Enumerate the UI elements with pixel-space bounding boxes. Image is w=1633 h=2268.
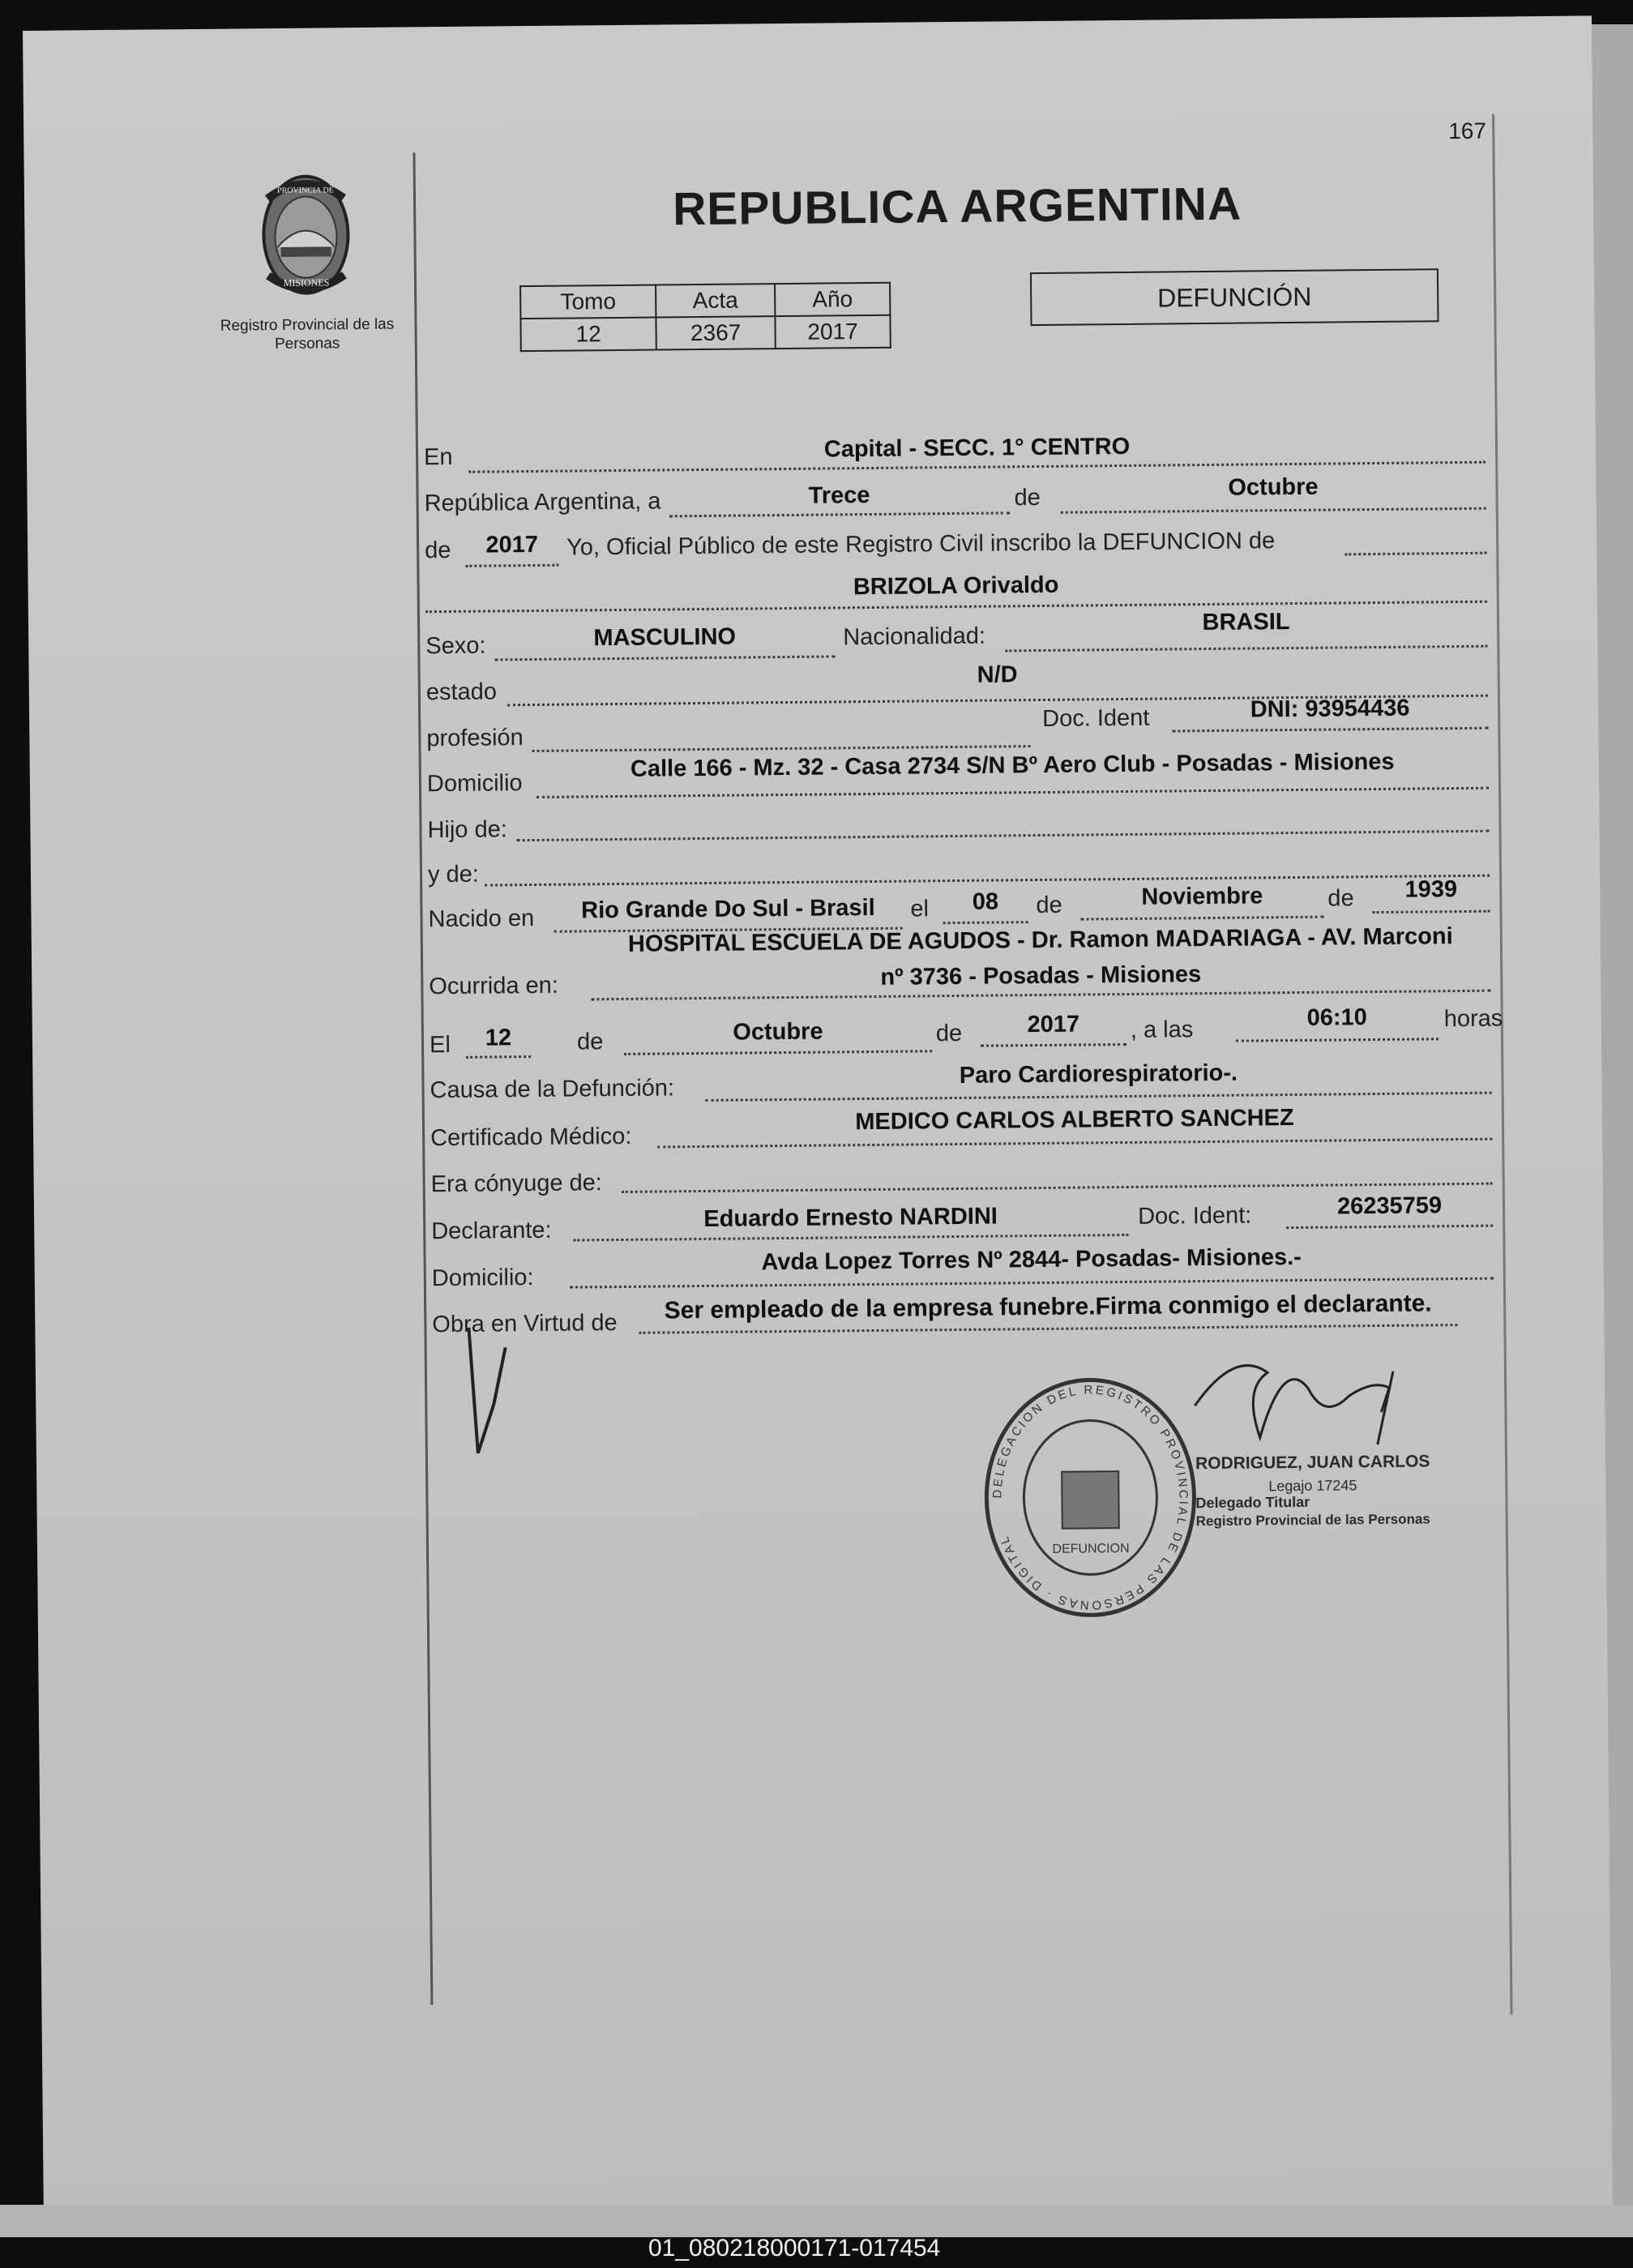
field-nac-anio: 1939 (1404, 876, 1458, 903)
label-el: el (910, 896, 930, 922)
field-nacido-en: Rio Grande Do Sul - Brasil (581, 894, 875, 924)
label-certificado: Certificado Médico: (430, 1123, 632, 1152)
field-def-anio: 2017 (1027, 1011, 1080, 1038)
field-nac-mes: Noviembre (1141, 883, 1263, 910)
label-domicilio-2: Domicilio: (431, 1265, 534, 1292)
field-lugar: Capital - SECC. 1° CENTRO (823, 433, 1131, 463)
scan-bottom-strip (0, 2205, 1633, 2237)
label-de: de (576, 1029, 604, 1055)
dotted-line (1236, 1038, 1438, 1042)
tomo-value: 12 (520, 318, 656, 352)
act-type-box: DEFUNCIÓN (1030, 268, 1439, 326)
scan-file-id: 01_080218000171-017454 (648, 2235, 941, 2262)
emblem-top-text: PROVINCIA DE (276, 186, 334, 195)
dotted-line (536, 787, 1489, 798)
dotted-line (1344, 552, 1486, 556)
provincial-emblem-icon (251, 165, 362, 304)
field-declarante-dom: Avda Lopez Torres Nº 2844- Posadas- Misiones.- (761, 1243, 1302, 1276)
label-de-start: de (425, 537, 451, 564)
dotted-line (1373, 910, 1490, 914)
registry-name: Registro Provincial de las Personas (220, 315, 395, 353)
field-dia: Trece (808, 481, 870, 509)
signatory-role: Delegado Titular (1195, 1493, 1310, 1512)
label-nacionalidad: Nacionalidad: (843, 623, 986, 651)
label-el-cap: El (429, 1031, 451, 1059)
field-certificado: MEDICO CARLOS ALBERTO SANCHEZ (855, 1105, 1294, 1136)
label-ocurrida: Ocurrida en: (429, 972, 559, 1000)
field-domicilio: Calle 166 - Mz. 32 - Casa 2734 S/N Bº Aero Club - Posadas - Misiones (630, 748, 1395, 782)
signatory-legajo: Legajo 17245 (1268, 1477, 1357, 1495)
label-causa: Causa de la Defunción: (430, 1075, 675, 1104)
field-nacionalidad: BRASIL (1202, 609, 1290, 636)
label-obra: Obra en Virtud de (432, 1310, 618, 1338)
dotted-line (639, 1324, 1457, 1334)
dotted-line (706, 1092, 1492, 1102)
label-yo: Yo, Oficial Público de este Registro Civil inscribo la DEFUNCION de (566, 528, 1276, 561)
dotted-line (1081, 916, 1324, 921)
dotted-line (981, 1043, 1126, 1047)
field-anio: 2017 (485, 531, 539, 558)
field-nombre: BRIZOLA Orivaldo (853, 571, 1059, 601)
dotted-line (573, 1234, 1128, 1242)
acta-header: Acta (656, 284, 775, 317)
label-de: de (1036, 892, 1062, 919)
dotted-line (1061, 507, 1486, 514)
acta-value: 2367 (656, 316, 775, 349)
label-doc-ident: Doc. Ident (1042, 704, 1150, 732)
tomo-header: Tomo (520, 285, 656, 319)
label-doc-ident-2: Doc. Ident: (1137, 1202, 1252, 1230)
label-estado: estado (425, 678, 498, 706)
field-sexo: MASCULINO (593, 623, 737, 652)
label-de: de (935, 1020, 963, 1047)
dotted-line (517, 830, 1490, 842)
dotted-line (669, 511, 1010, 517)
label-en: En (423, 443, 453, 471)
label-declarante: Declarante: (431, 1217, 552, 1245)
certificate-page (23, 15, 1613, 2227)
dotted-line (1005, 645, 1487, 653)
page-number: 167 (1448, 118, 1487, 144)
label-profesion: profesión (426, 725, 524, 752)
field-estado: N/D (977, 661, 1018, 688)
anio-value: 2017 (775, 315, 890, 349)
dotted-line (622, 1183, 1493, 1193)
signatory-name: RODRIGUEZ, JUAN CARLOS (1195, 1452, 1430, 1474)
label-republica: República Argentina, a (424, 488, 661, 517)
dotted-line (532, 745, 1031, 752)
emblem-bottom-text: MISIONES (283, 276, 330, 289)
field-nac-dia: 08 (972, 888, 999, 915)
dotted-line (657, 1138, 1492, 1149)
seal-ring-text: DELEGACION DEL REGISTRO PROVINCIAL DE LAS PERSONAS · DIGITAL (990, 1383, 1191, 1612)
volume-act-year-table (519, 282, 891, 352)
label-domicilio: Domicilio (426, 770, 523, 798)
signatory-org: Registro Provincial de las Personas (1195, 1511, 1430, 1530)
declarant-signature (460, 1323, 511, 1461)
field-ocurrida-line1: HOSPITAL ESCUELA DE AGUDOS - Dr. Ramon MADARIAGA - AV. Marconi (627, 923, 1453, 957)
label-conyuge: Era cónyuge de: (430, 1170, 603, 1198)
dotted-line (570, 1277, 1494, 1289)
label-horas: horas (1443, 1005, 1503, 1033)
label-nacido: Nacido en (428, 905, 535, 933)
dotted-line (485, 875, 1490, 887)
seal-center-text: DEFUNCION (1052, 1541, 1130, 1556)
dotted-line (466, 1055, 531, 1059)
field-declarante: Eduardo Ernesto NARDINI (703, 1203, 998, 1233)
field-causa: Paro Cardiorespiratorio-. (959, 1059, 1238, 1089)
label-hijo: Hijo de: (427, 816, 507, 844)
field-obra: Ser empleado de la empresa funebre.Firma conmigo el declarante. (664, 1290, 1432, 1324)
dotted-line (465, 564, 558, 567)
official-seal (980, 1373, 1201, 1623)
field-doc: DNI: 93954436 (1250, 695, 1410, 723)
label-de: de (1327, 885, 1354, 912)
label-sexo: Sexo: (425, 632, 486, 660)
dotted-line (1172, 727, 1488, 733)
right-margin-rule (1492, 114, 1513, 2015)
document-title: REPUBLICA ARGENTINA (672, 178, 1242, 236)
label-y-de: y de: (427, 861, 480, 888)
field-ocurrida-line2: nº 3736 - Posadas - Misiones (880, 961, 1202, 991)
label-de: de (1014, 484, 1041, 511)
dotted-line (1286, 1225, 1493, 1229)
field-declarante-doc: 26235759 (1336, 1192, 1443, 1220)
anio-header: Año (775, 283, 890, 316)
field-def-hora: 06:10 (1306, 1004, 1367, 1031)
field-def-dia: 12 (485, 1025, 512, 1051)
field-def-mes: Octubre (733, 1018, 823, 1046)
dotted-line (624, 1050, 932, 1055)
dotted-line (494, 655, 835, 661)
dotted-line (943, 921, 1028, 924)
label-a-las: , a las (1130, 1016, 1194, 1043)
field-mes: Octubre (1228, 473, 1319, 501)
